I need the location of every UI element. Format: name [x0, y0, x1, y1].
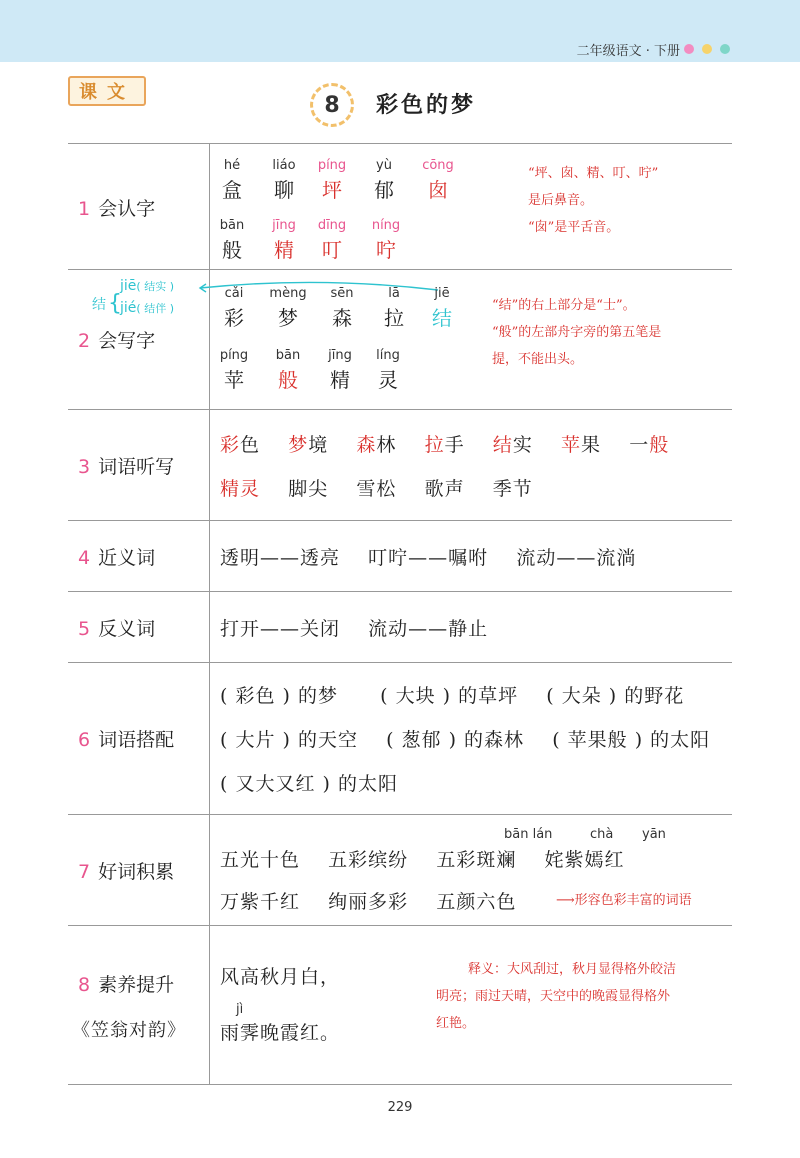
pinyin: liáo — [272, 158, 296, 173]
row-label: 6 词语搭配 — [78, 729, 175, 751]
header-band — [0, 0, 800, 62]
row-label: 5 反义词 — [78, 618, 156, 640]
pinyin: mèng — [269, 286, 307, 301]
annotation: ⟶形容色彩丰富的词语 — [556, 893, 692, 908]
annotation: “坪、囱、精、叮、咛” 是后鼻音。 “囱”是平舌音。 — [528, 166, 659, 235]
row-synonyms — [68, 520, 732, 591]
antonyms-line: 打开——关闭 流动——静止 — [220, 618, 489, 640]
synonyms-line: 透明——透亮 叮咛——嘱咐 流动——流淌 — [220, 547, 637, 569]
row-label: 8 素养提升 — [78, 974, 175, 996]
pinyin: cǎi — [224, 286, 244, 301]
yellow-dot-icon — [702, 44, 712, 54]
pinyin: píng — [317, 158, 347, 173]
poem-line-1: 风高秋月白， — [220, 966, 341, 988]
brace-icon: { — [108, 291, 122, 316]
pinyin: sēn — [330, 286, 354, 301]
pinyin: bān — [219, 218, 245, 233]
row-antonyms — [68, 591, 732, 662]
annotation: 释义：大风刮过，秋月显得格外皎洁 明亮；雨过天晴，天空中的晚霞显得格外 红艳。 — [436, 962, 677, 1031]
pinyin: chà — [590, 827, 614, 842]
pinyin: hé — [223, 158, 241, 173]
lesson-number: 8 — [310, 83, 354, 127]
dictation-line-2: 精灵 脚尖 雪松 歌声 季节 — [220, 478, 533, 500]
pinyin: cōng — [422, 158, 454, 173]
hanzi: 森 — [332, 306, 352, 330]
hanzi: 郁 — [374, 178, 394, 202]
polyphone-char: 结 — [92, 297, 106, 313]
grade-label: 二年级语文 · 下册 — [576, 44, 680, 59]
teal-dot-icon — [720, 44, 730, 54]
hanzi: 聊 — [274, 178, 294, 202]
row-label: 4 近义词 — [78, 547, 156, 569]
row-label: 1 会认字 — [78, 198, 156, 220]
collocation-line-1: ( 彩色 ) 的梦 ( 大块 ) 的草坪 ( 大朵 ) 的野花 — [220, 685, 685, 707]
pinyin: níng — [371, 218, 401, 233]
hanzi: 拉 — [384, 306, 404, 330]
hanzi: 苹 — [224, 368, 244, 392]
row-dictation — [68, 409, 732, 520]
hanzi: 叮 — [322, 238, 342, 262]
pinyin: yù — [376, 158, 392, 173]
hanzi: 结 — [432, 306, 452, 330]
polyphone-reading-2: jié( 结伴 ) — [120, 300, 174, 316]
pinyin: jīng — [328, 348, 352, 363]
row-good-words — [68, 814, 732, 925]
lesson-type-badge: 课文 — [68, 76, 146, 106]
polyphone-reading-1: jiē( 结实 ) — [120, 278, 174, 294]
row-label: 3 词语听写 — [78, 456, 175, 478]
pinyin: lā — [388, 286, 400, 301]
hanzi: 般 — [278, 368, 298, 392]
pinyin: jiē — [434, 286, 450, 301]
hanzi: 彩 — [224, 306, 244, 330]
pink-dot-icon — [684, 44, 694, 54]
collocation-line-3: ( 又大又红 ) 的太阳 — [220, 773, 398, 795]
pinyin: jīng — [272, 218, 296, 233]
row-write — [68, 269, 732, 409]
hanzi: 般 — [222, 238, 242, 262]
hanzi: 咛 — [376, 238, 396, 262]
decorative-dots — [684, 44, 730, 54]
pinyin: líng — [376, 348, 400, 363]
good-words-line-2: 万紫千红 绚丽多彩 五颜六色 — [220, 891, 517, 913]
poem-line-2: 雨霁晚霞红。 — [220, 1022, 341, 1044]
collocation-line-2: ( 大片 ) 的天空 ( 葱郁 ) 的森林 ( 苹果般 ) 的太阳 — [220, 729, 711, 751]
source-title: 《笠翁对韵》 — [72, 1020, 186, 1041]
hanzi: 囱 — [428, 178, 448, 202]
hanzi: 盒 — [222, 178, 242, 202]
pinyin: píng — [219, 348, 249, 363]
row-recognize — [68, 143, 732, 269]
hanzi: 精 — [330, 368, 350, 392]
row-label: 2 会写字 — [78, 330, 156, 352]
pinyin: dīng — [317, 218, 347, 233]
dictation-line-1: 彩色 梦境 森林 拉手 结实 苹果 一般 — [220, 434, 670, 456]
row-literacy — [68, 925, 732, 1085]
good-words-line-1: 五光十色 五彩缤纷 五彩斑斓 姹紫嫣红 — [220, 849, 625, 871]
annotation: “结”的右上部分是“士”。 “般”的左部舟字旁的第五笔是 提，不能出头。 — [492, 298, 662, 367]
hanzi: 精 — [274, 238, 294, 262]
hanzi: 梦 — [278, 306, 298, 330]
lesson-table — [68, 143, 732, 1085]
pinyin: yān — [642, 827, 666, 842]
row-collocations — [68, 662, 732, 814]
page-number: 229 — [387, 1100, 413, 1115]
row-label: 7 好词积累 — [78, 861, 175, 883]
pinyin: jì — [236, 1002, 244, 1017]
pinyin: bān — [275, 348, 301, 363]
pinyin: bān lán — [504, 827, 553, 842]
lesson-title: 彩色的梦 — [376, 93, 477, 118]
hanzi: 灵 — [378, 368, 398, 392]
hanzi: 坪 — [322, 178, 342, 202]
